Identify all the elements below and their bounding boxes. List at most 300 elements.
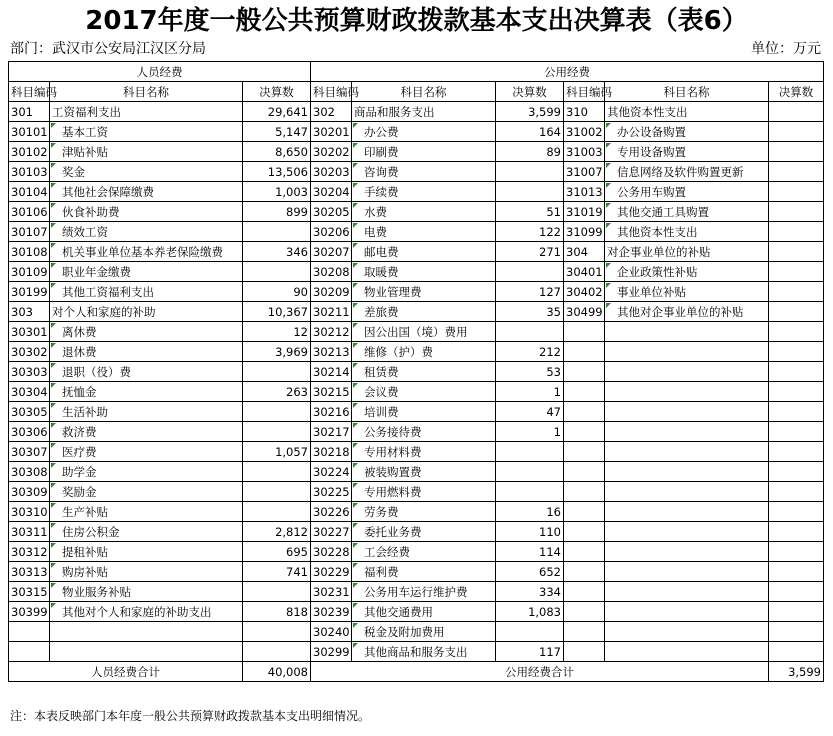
table-row [9,542,824,562]
amount-cell [769,302,824,322]
code-cell [564,362,605,382]
name-cell: 奖励金 [50,482,243,502]
code-cell: 30307 [9,442,50,462]
name-cell: 津贴补贴 [50,142,243,162]
name-cell [605,642,769,662]
code-cell: 30224 [311,462,352,482]
name-cell: 其他对企事业单位的补贴 [605,302,769,322]
amount-cell: 212 [496,342,564,362]
table-row [9,102,824,122]
code-cell: 30231 [311,582,352,602]
code-cell [564,382,605,402]
amount-cell [243,482,311,502]
table-row [9,262,824,282]
name-cell: 提租补贴 [50,542,243,562]
code-cell [564,582,605,602]
table-row [9,162,824,182]
code-cell: 30313 [9,562,50,582]
amount-cell [769,282,824,302]
amount-cell [243,422,311,442]
code-cell: 31007 [564,162,605,182]
name-cell [605,442,769,462]
code-cell: 30104 [9,182,50,202]
amount-cell [769,482,824,502]
table-row [9,182,824,202]
name-cell: 退休费 [50,342,243,362]
totals-row [9,662,824,682]
amount-cell: 16 [496,502,564,522]
code-cell: 30101 [9,122,50,142]
code-cell: 30499 [564,302,605,322]
table-row [9,342,824,362]
amount-cell: 346 [243,242,311,262]
name-cell: 奖金 [50,162,243,182]
name-cell [605,602,769,622]
amount-cell [496,462,564,482]
amount-cell: 1 [496,382,564,402]
code-cell: 303 [9,302,50,322]
name-cell: 伙食补助费 [50,202,243,222]
amount-cell: 53 [496,362,564,382]
personnel-total-value: 40,008 [243,662,311,682]
amount-cell: 114 [496,542,564,562]
col-code: 科目编码 [564,82,605,102]
name-cell: 印刷费 [352,142,496,162]
code-cell: 30226 [311,502,352,522]
code-cell [564,642,605,662]
group-header-row [9,62,824,82]
amount-cell [243,262,311,282]
table-row [9,442,824,462]
code-cell: 310 [564,102,605,122]
name-cell: 委托业务费 [352,522,496,542]
amount-cell: 271 [496,242,564,262]
amount-cell [769,462,824,482]
public-total-value: 3,599 [769,662,824,682]
code-cell: 30225 [311,482,352,502]
col-amount: 决算数 [243,82,311,102]
name-cell [605,582,769,602]
code-cell: 30102 [9,142,50,162]
name-cell: 其他交通工具购置 [605,202,769,222]
code-cell [564,542,605,562]
amount-cell: 1 [496,422,564,442]
code-cell: 30299 [311,642,352,662]
code-cell [564,342,605,362]
col-name: 科目名称 [352,82,496,102]
code-cell [564,402,605,422]
code-cell: 30402 [564,282,605,302]
name-cell [605,322,769,342]
code-cell [564,622,605,642]
amount-cell: 334 [496,582,564,602]
col-amount: 决算数 [769,82,824,102]
unit-label: 单位：万元 [751,41,821,57]
amount-cell: 741 [243,562,311,582]
code-cell [564,442,605,462]
table-row [9,122,824,142]
name-cell: 生产补贴 [50,502,243,522]
table-row [9,242,824,262]
name-cell: 机关事业单位基本养老保险缴费 [50,242,243,262]
col-code: 科目编码 [311,82,352,102]
public-total-label: 公用经费合计 [311,662,769,682]
name-cell [605,362,769,382]
amount-cell: 117 [496,642,564,662]
code-cell [564,522,605,542]
personnel-header: 人员经费 [9,62,311,82]
code-cell: 30311 [9,522,50,542]
name-cell: 其他交通费用 [352,602,496,622]
table-row [9,422,824,442]
amount-cell [769,162,824,182]
name-cell: 会议费 [352,382,496,402]
code-cell: 30216 [311,402,352,422]
name-cell: 信息网络及软件购置更新 [605,162,769,182]
amount-cell [769,202,824,222]
amount-cell: 899 [243,202,311,222]
footnote: 注：本表反映部门本年度一般公共预算财政拨款基本支出明细情况。 [10,709,371,723]
name-cell: 取暖费 [352,262,496,282]
amount-cell: 90 [243,282,311,302]
name-cell: 其他商品和服务支出 [352,642,496,662]
code-cell: 30302 [9,342,50,362]
code-cell: 31013 [564,182,605,202]
amount-cell [496,622,564,642]
amount-cell [769,442,824,462]
name-cell: 离休费 [50,322,243,342]
amount-cell: 1,003 [243,182,311,202]
table-row [9,462,824,482]
amount-cell: 1,083 [496,602,564,622]
code-cell: 30209 [311,282,352,302]
amount-cell: 29,641 [243,102,311,122]
code-cell [564,462,605,482]
table-row [9,362,824,382]
amount-cell: 10,367 [243,302,311,322]
name-cell [50,622,243,642]
name-cell: 咨询费 [352,162,496,182]
name-cell: 办公设备购置 [605,122,769,142]
name-cell: 水费 [352,202,496,222]
name-cell [605,562,769,582]
amount-cell: 3,599 [496,102,564,122]
table-row [9,522,824,542]
name-cell: 被装购置费 [352,462,496,482]
amount-cell: 3,969 [243,342,311,362]
name-cell: 工会经费 [352,542,496,562]
name-cell: 其他资本性支出 [605,102,769,122]
code-cell: 30228 [311,542,352,562]
table-row [9,402,824,422]
name-cell: 公务用车购置 [605,182,769,202]
code-cell: 31002 [564,122,605,142]
amount-cell [496,262,564,282]
amount-cell [769,642,824,662]
amount-cell: 1,057 [243,442,311,462]
table-row [9,642,824,662]
code-cell: 30217 [311,422,352,442]
table-row [9,282,824,302]
name-cell: 专用材料费 [352,442,496,462]
name-cell [50,642,243,662]
table-row [9,302,824,322]
table-row [9,482,824,502]
name-cell [605,382,769,402]
code-cell: 302 [311,102,352,122]
code-cell: 30106 [9,202,50,222]
name-cell: 专用燃料费 [352,482,496,502]
department-label: 部门：武汉市公安局江汉区分局 [10,41,206,57]
code-cell: 30204 [311,182,352,202]
code-cell: 30401 [564,262,605,282]
amount-cell [769,382,824,402]
amount-cell: 51 [496,202,564,222]
name-cell: 物业管理费 [352,282,496,302]
code-cell: 30109 [9,262,50,282]
table-row [9,562,824,582]
table-row [9,202,824,222]
name-cell: 福利费 [352,562,496,582]
name-cell: 医疗费 [50,442,243,462]
name-cell: 商品和服务支出 [352,102,496,122]
amount-cell: 35 [496,302,564,322]
column-header-row [9,82,824,102]
code-cell: 30301 [9,322,50,342]
col-code: 科目编码 [9,82,50,102]
amount-cell [769,502,824,522]
name-cell: 办公费 [352,122,496,142]
amount-cell [769,222,824,242]
code-cell: 30199 [9,282,50,302]
code-cell: 30206 [311,222,352,242]
name-cell: 电费 [352,222,496,242]
amount-cell [769,342,824,362]
amount-cell: 8,650 [243,142,311,162]
name-cell: 助学金 [50,462,243,482]
code-cell: 31019 [564,202,605,222]
code-cell: 30201 [311,122,352,142]
code-cell: 30239 [311,602,352,622]
code-cell: 30315 [9,582,50,602]
name-cell: 购房补贴 [50,562,243,582]
code-cell [564,502,605,522]
name-cell: 救济费 [50,422,243,442]
table-row [9,502,824,522]
code-cell [564,482,605,502]
page-title: 2017年度一般公共预算财政拨款基本支出决算表（表6） [85,6,748,36]
name-cell: 专用设备购置 [605,142,769,162]
code-cell: 30305 [9,402,50,422]
name-cell [605,482,769,502]
col-name: 科目名称 [50,82,243,102]
name-cell: 生活补助 [50,402,243,422]
name-cell [605,422,769,442]
name-cell: 因公出国（境）费用 [352,322,496,342]
code-cell: 30213 [311,342,352,362]
code-cell [564,602,605,622]
name-cell [605,522,769,542]
code-cell: 30205 [311,202,352,222]
amount-cell [243,642,311,662]
code-cell [564,322,605,342]
name-cell: 退职（役）费 [50,362,243,382]
col-amount: 决算数 [496,82,564,102]
name-cell [605,502,769,522]
amount-cell [769,562,824,582]
public-header: 公用经费 [311,62,824,82]
name-cell: 其他社会保障缴费 [50,182,243,202]
budget-table [8,61,824,682]
amount-cell [769,322,824,342]
amount-cell [769,122,824,142]
code-cell: 30103 [9,162,50,182]
table-row [9,622,824,642]
name-cell: 租赁费 [352,362,496,382]
code-cell: 30308 [9,462,50,482]
amount-cell [496,322,564,342]
name-cell: 职业年金缴费 [50,262,243,282]
name-cell: 抚恤金 [50,382,243,402]
amount-cell [243,362,311,382]
code-cell: 30212 [311,322,352,342]
name-cell [605,462,769,482]
amount-cell [769,262,824,282]
amount-cell: 164 [496,122,564,142]
table-body [9,102,824,662]
amount-cell [769,522,824,542]
amount-cell [769,582,824,602]
code-cell: 30218 [311,442,352,462]
code-cell: 30229 [311,562,352,582]
name-cell: 税金及附加费用 [352,622,496,642]
amount-cell [243,462,311,482]
amount-cell [769,622,824,642]
name-cell: 公务接待费 [352,422,496,442]
code-cell: 30240 [311,622,352,642]
table-row [9,142,824,162]
name-cell: 其他资本性支出 [605,222,769,242]
name-cell: 维修（护）费 [352,342,496,362]
amount-cell [769,402,824,422]
table-row [9,322,824,342]
amount-cell: 652 [496,562,564,582]
name-cell: 邮电费 [352,242,496,262]
amount-cell [243,622,311,642]
code-cell: 30211 [311,302,352,322]
code-cell: 30399 [9,602,50,622]
amount-cell [496,162,564,182]
amount-cell [769,102,824,122]
amount-cell [243,502,311,522]
name-cell: 手续费 [352,182,496,202]
name-cell: 公务用车运行维护费 [352,582,496,602]
amount-cell [769,542,824,562]
code-cell: 30215 [311,382,352,402]
amount-cell [243,222,311,242]
name-cell: 劳务费 [352,502,496,522]
name-cell [605,342,769,362]
code-cell: 30312 [9,542,50,562]
amount-cell [769,602,824,622]
amount-cell [243,582,311,602]
amount-cell: 695 [243,542,311,562]
amount-cell [769,362,824,382]
code-cell: 30202 [311,142,352,162]
name-cell [605,622,769,642]
amount-cell: 12 [243,322,311,342]
personnel-total-label: 人员经费合计 [9,662,243,682]
name-cell: 差旅费 [352,302,496,322]
code-cell: 30207 [311,242,352,262]
code-cell: 31099 [564,222,605,242]
code-cell [9,642,50,662]
code-cell: 304 [564,242,605,262]
code-cell: 30227 [311,522,352,542]
amount-cell [769,422,824,442]
amount-cell: 263 [243,382,311,402]
amount-cell: 127 [496,282,564,302]
name-cell: 事业单位补贴 [605,282,769,302]
name-cell: 其他工资福利支出 [50,282,243,302]
code-cell [9,622,50,642]
amount-cell: 110 [496,522,564,542]
code-cell [564,562,605,582]
code-cell: 30214 [311,362,352,382]
amount-cell: 89 [496,142,564,162]
table-row [9,582,824,602]
amount-cell [496,442,564,462]
code-cell: 30203 [311,162,352,182]
code-cell [564,422,605,442]
amount-cell [769,142,824,162]
name-cell: 其他对个人和家庭的补助支出 [50,602,243,622]
name-cell: 物业服务补贴 [50,582,243,602]
name-cell: 住房公积金 [50,522,243,542]
code-cell: 30208 [311,262,352,282]
code-cell: 30309 [9,482,50,502]
amount-cell [769,242,824,262]
table-row [9,602,824,622]
name-cell: 对个人和家庭的补助 [50,302,243,322]
code-cell: 31003 [564,142,605,162]
name-cell: 工资福利支出 [50,102,243,122]
code-cell: 301 [9,102,50,122]
code-cell: 30303 [9,362,50,382]
code-cell: 30306 [9,422,50,442]
amount-cell [769,182,824,202]
amount-cell [243,402,311,422]
table-row [9,382,824,402]
name-cell: 绩效工资 [50,222,243,242]
amount-cell: 13,506 [243,162,311,182]
code-cell: 30108 [9,242,50,262]
name-cell: 对企事业单位的补贴 [605,242,769,262]
amount-cell: 818 [243,602,311,622]
amount-cell: 122 [496,222,564,242]
code-cell: 30304 [9,382,50,402]
table-row [9,222,824,242]
amount-cell: 2,812 [243,522,311,542]
name-cell: 企业政策性补贴 [605,262,769,282]
amount-cell [496,182,564,202]
amount-cell: 5,147 [243,122,311,142]
code-cell: 30107 [9,222,50,242]
name-cell: 基本工资 [50,122,243,142]
amount-cell [496,482,564,502]
name-cell: 培训费 [352,402,496,422]
code-cell: 30310 [9,502,50,522]
